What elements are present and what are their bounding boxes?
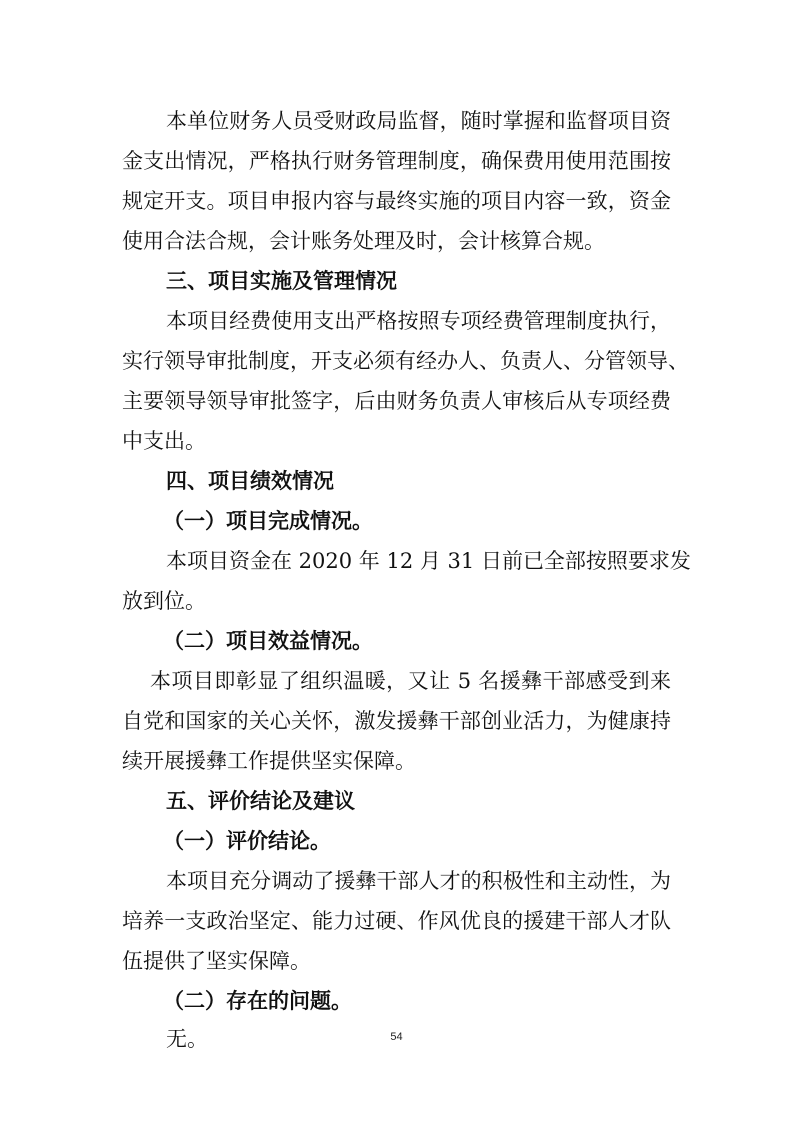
paragraph-line: 主要领导领导审批签字，后由财务负责人审核后从专项经费	[122, 389, 671, 413]
paragraph-line: 本项目资金在 2020 年 12 月 31 日前已全部按照要求发	[166, 549, 691, 573]
paragraph-line: 续开展援彝工作提供坚实保障。	[122, 749, 416, 773]
paragraph-line: 中支出。	[122, 429, 206, 453]
page-number: 54	[390, 1031, 403, 1043]
paragraph-line: 实行领导审批制度，开支必须有经办人、负责人、分管领导、	[122, 349, 689, 373]
subsection-heading: （二）项目效益情况。	[163, 628, 373, 653]
paragraph-line: 本单位财务人员受财政局监督，随时掌握和监督项目资	[166, 109, 671, 133]
paragraph-line: 本项目充分调动了援彝干部人才的积极性和主动性，为	[166, 869, 671, 893]
paragraph-line: 本项目即彰显了组织温暖，又让 5 名援彝干部感受到来	[150, 669, 671, 693]
subsection-heading: （一）项目完成情况。	[163, 508, 373, 533]
subsection-heading: （二）存在的问题。	[163, 988, 352, 1013]
paragraph-line: 本项目经费使用支出严格按照专项经费管理制度执行，	[166, 309, 671, 333]
paragraph-line: 规定开支。项目申报内容与最终实施的项目内容一致，资金	[122, 189, 671, 213]
paragraph-line: 无。	[166, 1027, 208, 1051]
section-heading: 五、评价结论及建议	[166, 788, 355, 813]
subsection-heading: （一）评价结论。	[163, 828, 331, 853]
section-heading: 四、项目绩效情况	[166, 468, 334, 493]
paragraph-line: 伍提供了坚实保障。	[122, 949, 311, 973]
section-heading: 三、项目实施及管理情况	[166, 268, 397, 293]
paragraph-line: 培养一支政治坚定、能力过硬、作风优良的援建干部人才队	[122, 909, 671, 933]
paragraph-line: 使用合法合规，会计账务处理及时，会计核算合规。	[122, 229, 605, 253]
paragraph-line: 放到位。	[122, 589, 206, 613]
paragraph-line: 金支出情况，严格执行财务管理制度，确保费用使用范围按	[122, 149, 671, 173]
paragraph-line: 自党和国家的关心关怀，激发援彝干部创业活力，为健康持	[122, 709, 671, 733]
